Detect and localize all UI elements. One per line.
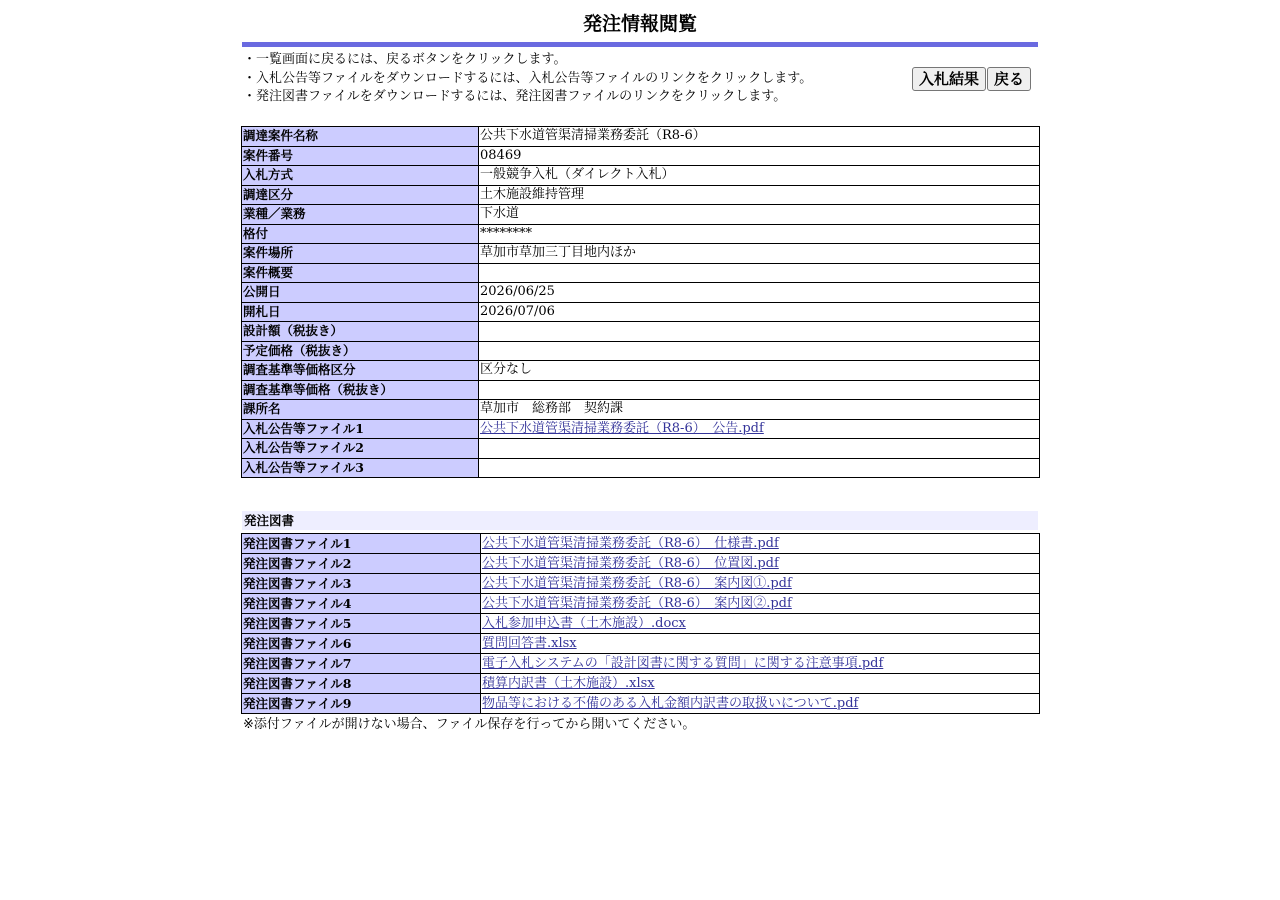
detail-row: [242, 166, 1040, 186]
detail-label: 開札日: [242, 302, 479, 322]
notice-file-link[interactable]: 公共下水道管渠清掃業務委託（R8-6） 公告.pdf: [480, 420, 764, 436]
order-doc-cell: [481, 594, 1040, 614]
order-details-table: [241, 126, 1040, 478]
detail-value: 公共下水道管渠清掃業務委託（R8-6）: [479, 127, 1040, 147]
detail-row: [242, 322, 1040, 342]
detail-label: 入札公告等ファイル3: [242, 458, 479, 478]
detail-row: [242, 283, 1040, 303]
detail-label: 案件概要: [242, 263, 479, 283]
instruction-line: ・入札公告等ファイルをダウンロードするには、入札公告等ファイルのリンクをクリックします。: [243, 70, 813, 86]
detail-row: [242, 263, 1040, 283]
detail-row: [242, 205, 1040, 225]
detail-value: [479, 419, 1040, 439]
detail-row: [242, 458, 1040, 478]
order-doc-link[interactable]: 公共下水道管渠清掃業務委託（R8-6） 仕様書.pdf: [482, 535, 779, 551]
detail-label: 公開日: [242, 283, 479, 303]
order-doc-label: 発注図書ファイル7: [242, 654, 481, 674]
order-doc-label: 発注図書ファイル9: [242, 694, 481, 714]
detail-label: 調査基準等価格区分: [242, 361, 479, 381]
detail-label: 予定価格（税抜き）: [242, 341, 479, 361]
detail-label: 案件番号: [242, 146, 479, 166]
detail-label: 格付: [242, 224, 479, 244]
detail-row: [242, 146, 1040, 166]
detail-row: [242, 185, 1040, 205]
order-doc-label: 発注図書ファイル3: [242, 574, 481, 594]
order-doc-cell: [481, 554, 1040, 574]
detail-value: 2026/07/06: [479, 302, 1040, 322]
order-docs-table: [241, 533, 1040, 714]
detail-row: [242, 302, 1040, 322]
detail-label: 案件場所: [242, 244, 479, 264]
order-doc-row: [242, 614, 1040, 634]
order-doc-row: [242, 694, 1040, 714]
order-doc-cell: [481, 674, 1040, 694]
detail-label: 設計額（税抜き）: [242, 322, 479, 342]
detail-row: [242, 419, 1040, 439]
detail-label: 課所名: [242, 400, 479, 420]
order-doc-label: 発注図書ファイル6: [242, 634, 481, 654]
order-doc-link[interactable]: 物品等における不備のある入札金額内訳書の取扱いについて.pdf: [482, 695, 859, 711]
detail-row: [242, 380, 1040, 400]
order-doc-label: 発注図書ファイル5: [242, 614, 481, 634]
detail-value: [479, 341, 1040, 361]
detail-row: [242, 341, 1040, 361]
footer-note: ※添付ファイルが開けない場合、ファイル保存を行ってから開いてください。: [243, 717, 696, 732]
order-doc-cell: [481, 634, 1040, 654]
order-doc-link[interactable]: 公共下水道管渠清掃業務委託（R8-6） 案内図②.pdf: [482, 595, 792, 611]
instruction-line: ・発注図書ファイルをダウンロードするには、発注図書ファイルのリンクをクリックします。: [243, 89, 787, 104]
detail-label: 業種／業務: [242, 205, 479, 225]
detail-value: 草加市 総務部 契約課: [479, 400, 1040, 420]
order-doc-row: [242, 674, 1040, 694]
order-doc-cell: [481, 534, 1040, 554]
detail-value: 一般競争入札（ダイレクト入札）: [479, 166, 1040, 186]
order-doc-link[interactable]: 電子入札システムの「設計図書に関する質問」に関する注意事項.pdf: [482, 655, 884, 671]
detail-value: 草加市草加三丁目地内ほか: [479, 244, 1040, 264]
detail-value: [479, 439, 1040, 459]
order-doc-row: [242, 554, 1040, 574]
detail-row: [242, 400, 1040, 420]
detail-row: [242, 127, 1040, 147]
instruction-line: ・一覧画面に戻るには、戻るボタンをクリックします。: [243, 52, 567, 67]
detail-value: 土木施設維持管理: [479, 185, 1040, 205]
order-doc-row: [242, 634, 1040, 654]
detail-value: [479, 380, 1040, 400]
order-doc-row: [242, 594, 1040, 614]
title-divider: [242, 42, 1038, 47]
order-doc-cell: [481, 694, 1040, 714]
detail-value: [479, 458, 1040, 478]
detail-value: 08469: [479, 146, 1040, 166]
order-doc-cell: [481, 574, 1040, 594]
order-doc-label: 発注図書ファイル2: [242, 554, 481, 574]
bid-results-button[interactable]: 入札結果: [912, 67, 986, 91]
detail-label: 入札方式: [242, 166, 479, 186]
order-doc-label: 発注図書ファイル4: [242, 594, 481, 614]
order-doc-cell: [481, 654, 1040, 674]
order-doc-link[interactable]: 積算内訳書（土木施設）.xlsx: [482, 675, 655, 691]
detail-label: 入札公告等ファイル2: [242, 439, 479, 459]
detail-label: 調査基準等価格（税抜き）: [242, 380, 479, 400]
detail-value: ********: [479, 224, 1040, 244]
detail-row: [242, 361, 1040, 381]
instructions: [243, 51, 883, 107]
detail-label: 調達案件名称: [242, 127, 479, 147]
order-docs-heading: 発注図書: [242, 511, 1038, 530]
order-doc-link[interactable]: 入札参加申込書（土木施設）.docx: [482, 615, 686, 631]
order-doc-cell: [481, 614, 1040, 634]
detail-value: [479, 322, 1040, 342]
order-doc-link[interactable]: 公共下水道管渠清掃業務委託（R8-6） 案内図①.pdf: [482, 575, 792, 591]
page-title: 発注情報閲覧: [582, 13, 697, 35]
order-doc-row: [242, 574, 1040, 594]
detail-value: 下水道: [479, 205, 1040, 225]
detail-row: [242, 224, 1040, 244]
order-doc-link[interactable]: 質問回答書.xlsx: [482, 635, 577, 651]
detail-label: 入札公告等ファイル1: [242, 419, 479, 439]
order-doc-row: [242, 534, 1040, 554]
detail-value: [479, 263, 1040, 283]
detail-row: [242, 244, 1040, 264]
detail-label: 調達区分: [242, 185, 479, 205]
detail-value: 2026/06/25: [479, 283, 1040, 303]
action-buttons: [912, 67, 1031, 91]
back-button[interactable]: 戻る: [987, 67, 1031, 91]
order-doc-row: [242, 654, 1040, 674]
order-doc-label: 発注図書ファイル8: [242, 674, 481, 694]
detail-row: [242, 439, 1040, 459]
order-doc-label: 発注図書ファイル1: [242, 534, 481, 554]
order-doc-link[interactable]: 公共下水道管渠清掃業務委託（R8-6） 位置図.pdf: [482, 555, 779, 571]
detail-value: 区分なし: [479, 361, 1040, 381]
